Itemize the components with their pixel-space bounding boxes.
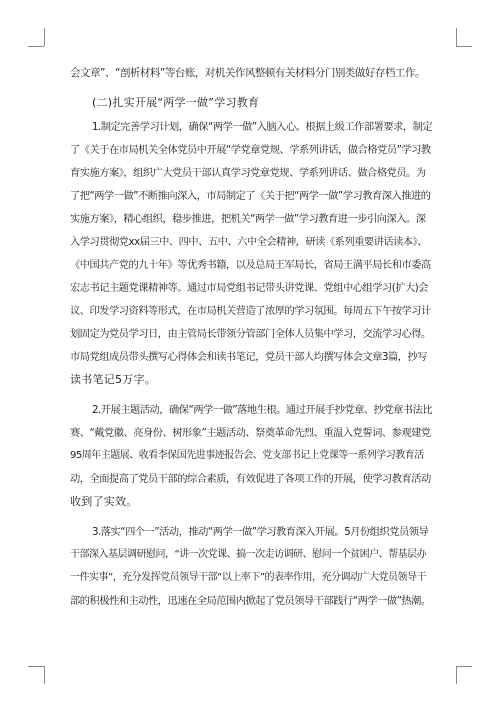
- text-line: 干部深入基层调研慰问，“讲一次党课、搞一次走访调研、慰问一个贫困户、帮基层办: [70, 549, 427, 560]
- crop-mark-bottom-right-v: [456, 666, 457, 684]
- text-line: 育实施方案》，组织广大党员干部认真学习党章党规、学系列讲话、做合格党员。为: [70, 167, 426, 179]
- text-line: 实施方案》，精心组织，稳步推进，把机关“两学一做”学习教育进一步引向深入。深: [70, 213, 426, 225]
- text-line: 部的积极性和主动性，迅速在全局范围内掀起了党员领导干部践行“两学一做”热潮。: [70, 595, 431, 607]
- text-line: 95周年主题展、收看李保国先进事迹报告会、党支部书记上党课等一系列学习教育活: [70, 450, 424, 461]
- text-line: 《中国共产党的九十年》等优秀书籍，以及总局王军局长，省局王满平局长和市委高: [70, 259, 431, 271]
- text-line: 宏志书记主题党课精神等。通过市局党组书记带头讲党课、党组中心组学习(扩大)会: [70, 282, 429, 294]
- crop-mark-bottom-left-v: [44, 666, 45, 684]
- text-line: 了《关于在市局机关全体党员中开展“学党章党规、学系列讲话，做合格党员”学习教: [70, 144, 431, 156]
- text-line: 动，全面提高了党员干部的综合素质，有效促进了各项工作的开展，使学习教育活动: [70, 473, 431, 485]
- text-line: 会文章”、“剖析材料”等台账，对机关作风整顿有关材料分门别类做好存档工作。: [70, 67, 425, 79]
- text-line: 读书笔记5万字。: [70, 373, 156, 386]
- text-line: 一件实事”，充分发挥党员领导干部“以上率下”的表率作用，充分调动广大党员领导干: [70, 572, 427, 583]
- text-line: 市局党组成员带头撰写心得体会和读书笔记，党员干部人均撰写体会文章3篇，抄写: [70, 351, 428, 363]
- crop-mark-bottom-right-h: [456, 666, 472, 667]
- text-line: 3.落实“四个一”活动，推动“两学一做”学习教育深入开展。5月份组织党员领导: [92, 526, 429, 538]
- crop-mark-top-right-h: [456, 46, 472, 47]
- crop-mark-top-left-h: [28, 46, 44, 47]
- text-line: 收到了实效。: [70, 495, 138, 508]
- crop-mark-bottom-left-h: [28, 666, 44, 667]
- text-line: 划固定为党员学习日，由主管局长带领分管部门全体人员集中学习，交流学习心得。: [70, 328, 431, 340]
- crop-mark-top-right-v: [456, 28, 457, 46]
- text-line: 2.开展主题活动，确保“两学一做”落地生根。通过开展手抄党章、抄党章书法比: [92, 404, 433, 416]
- text-line: 1.制定完善学习计划，确保“两学一做”入脑入心。根据上级工作部署要求，制定: [92, 121, 433, 133]
- section-heading: (二)扎实开展“两学一做”学习教育: [92, 96, 260, 109]
- text-line: 议、印发学习资料等形式，在市局机关营造了浓厚的学习氛围。每周五下午按学习计: [70, 305, 431, 317]
- text-line: 了把“两学一做”不断推向深入，市局制定了《关于把“两学一做”学习教育深入推进的: [70, 190, 431, 202]
- text-line: 赛、“戴党徽、亮身份、树形象”主题活动、祭奠革命先烈、重温入党誓词、参观建党: [70, 427, 431, 439]
- text-line: 入学习贯彻党xx届三中、四中、五中、六中全会精神，研读《系列重要讲话读本》、: [70, 236, 428, 248]
- crop-mark-top-left-v: [44, 28, 45, 46]
